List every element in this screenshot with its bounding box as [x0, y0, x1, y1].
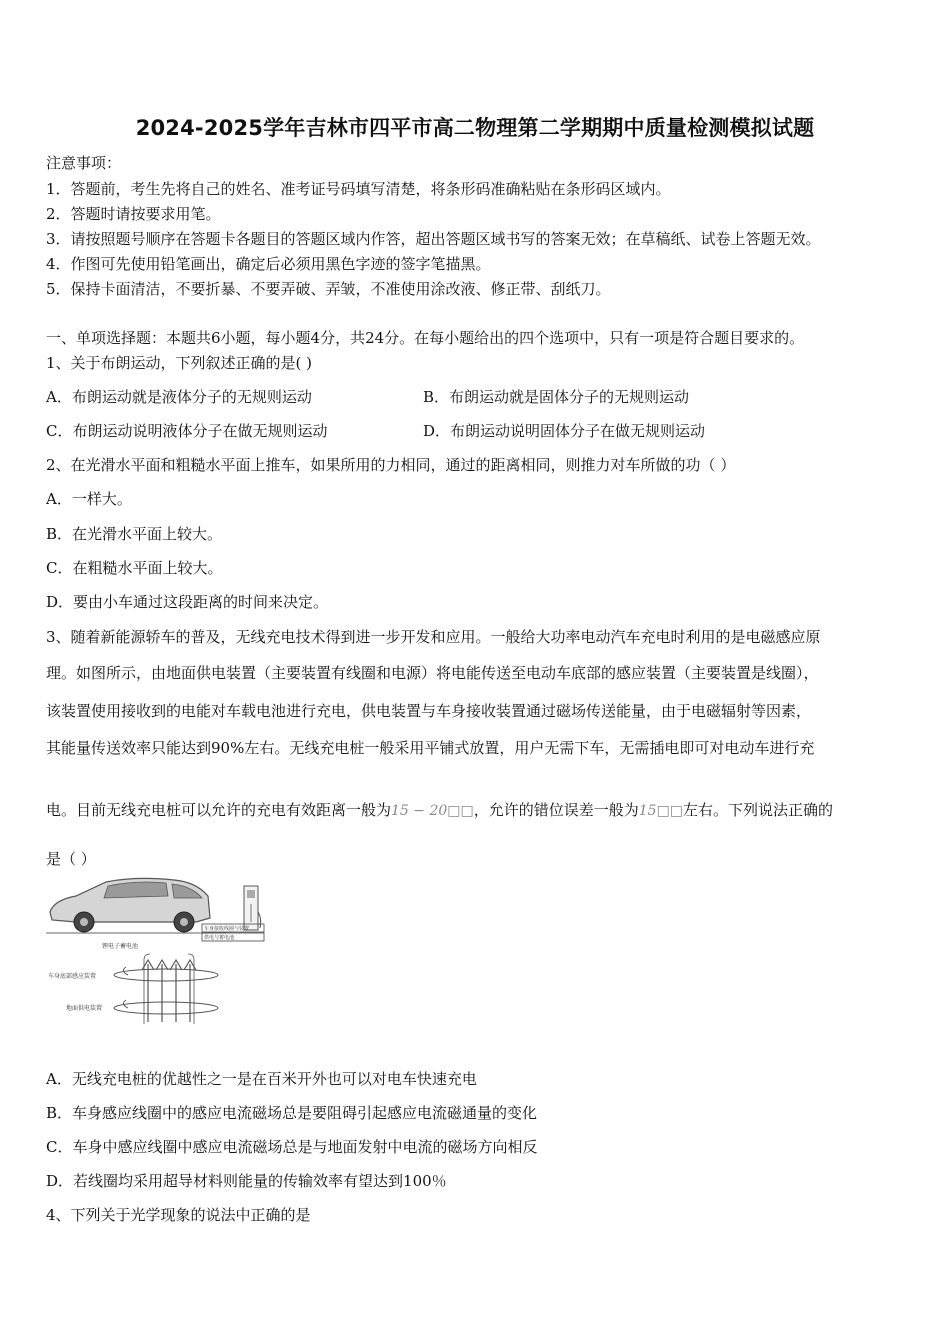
label-receiver: 车身接收线圈与装置 — [204, 926, 250, 932]
q2-option-c: C．在粗糙水平面上较大。 — [46, 559, 223, 577]
notice-item: 3．请按照题号顺序在答题卡各题目的答题区域内作答，超出答题区域书写的答案无效；在草稿纸、试卷上答题无效。 — [46, 230, 821, 248]
q3-option-c: C．车身中感应线圈中感应电流磁场总是与地面发射中电流的磁场方向相反 — [46, 1138, 538, 1156]
coils — [114, 967, 218, 1014]
formula-distance: 15 − 20□□ — [391, 803, 474, 819]
q3-option-a: A．无线充电桩的优越性之一是在百米开外也可以对电车快速充电 — [46, 1070, 477, 1088]
q3-line-5a: 电。目前无线充电桩可以允许的充电有效距离一般为 — [46, 801, 392, 819]
figure-svg — [46, 872, 286, 1032]
formula-offset: 15□□ — [638, 803, 684, 819]
q3-line-5 — [46, 799, 833, 820]
label-battery: 供电与蓄电池 — [204, 935, 235, 941]
notice-item: 4．作图可先使用铅笔画出，确定后必须用黑色字迹的签字笔描黑。 — [46, 255, 491, 273]
charging-post — [244, 886, 261, 930]
label-car-receiver: 车身底部感应装置 — [48, 973, 97, 980]
notice-item: 1．答题前，考生先将自己的姓名、准考证号码填写清楚，将条形码准确粘贴在条形码区域内。 — [46, 180, 671, 198]
label-cable: 锂电子蓄电池 — [102, 943, 139, 950]
q3-line-5c: 左右。下列说法正确的 — [683, 801, 834, 819]
q3-option-b: B．车身感应线圈中的感应电流磁场总是要阻碍引起感应电流磁通量的变化 — [46, 1104, 538, 1122]
notice-heading: 注意事项： — [46, 154, 122, 172]
q2-option-b: B．在光滑水平面上较大。 — [46, 525, 223, 543]
q3-line-2: 理。如图所示，由地面供电装置（主要装置有线圈和电源）将电能传送至电动车底部的感应装置（主要装置是线圈）， — [46, 664, 819, 682]
q1-options-ab — [46, 386, 690, 407]
notice-item: 2．答题时请按要求用笔。 — [46, 205, 221, 223]
section-heading: 一、单项选择题：本题共6小题，每小题4分，共24分。在每小题给出的四个选项中，只有一项是符合题目要求的。 — [46, 329, 805, 347]
q3-line-5b: ，允许的错位误差一般为 — [473, 801, 639, 819]
q2-option-d: D．要由小车通过这段距离的时间来决定。 — [46, 593, 329, 611]
q1-option-c: C．布朗运动说明液体分子在做无规则运动 — [46, 422, 328, 440]
q1-option-d: D．布朗运动说明固体分子在做无规则运动 — [423, 422, 706, 440]
q2-option-a: A．一样大。 — [46, 490, 132, 508]
q3-line-3: 该装置使用接收到的电能对车载电池进行充电，供电装置与车身接收装置通过磁场传送能量，由于电磁辐射等因素， — [46, 702, 812, 720]
q3-line-1: 3、随着新能源轿车的普及，无线充电技术得到进一步开发和应用。一般给大功率电动汽车充电时利用的是电磁感应原 — [46, 628, 821, 646]
page-title: 2024-2025学年吉林市四平市高二物理第二学期期中质量检测模拟试题 — [135, 116, 815, 140]
notice-item: 5．保持卡面清洁，不要折暴、不要弄破、弄皱，不准使用涂改液、修正带、刮纸刀。 — [46, 280, 611, 298]
car-illustration — [46, 878, 226, 933]
q1-options-cd — [46, 420, 706, 441]
q1-stem: 1、关于布朗运动，下列叙述正确的是( ) — [46, 354, 313, 372]
q1-option-a: A．布朗运动就是液体分子的无规则运动 — [46, 388, 312, 406]
q2-stem: 2、在光滑水平面和粗糙水平面上推车，如果所用的力相同，通过的距离相同，则推力对车所做的功（ ） — [46, 456, 736, 474]
q3-option-d: D．若线圈均采用超导材料则能量的传输效率有望达到100％ — [46, 1172, 447, 1190]
q1-option-b: B．布朗运动就是固体分子的无规则运动 — [423, 388, 690, 406]
q3-line-6: 是（ ） — [46, 850, 96, 868]
q3-line-4: 其能量传送效率只能达到90%左右。无线充电桩一般采用平铺式放置，用户无需下车，无需插电即可对电动车进行充 — [46, 739, 815, 757]
figure-labels — [48, 924, 264, 1012]
label-ground-supply: 地面供电装置 — [66, 1005, 103, 1012]
wireless-charging-figure — [46, 872, 286, 1032]
q4-stem: 4、下列关于光学现象的说法中正确的是 — [46, 1206, 311, 1224]
